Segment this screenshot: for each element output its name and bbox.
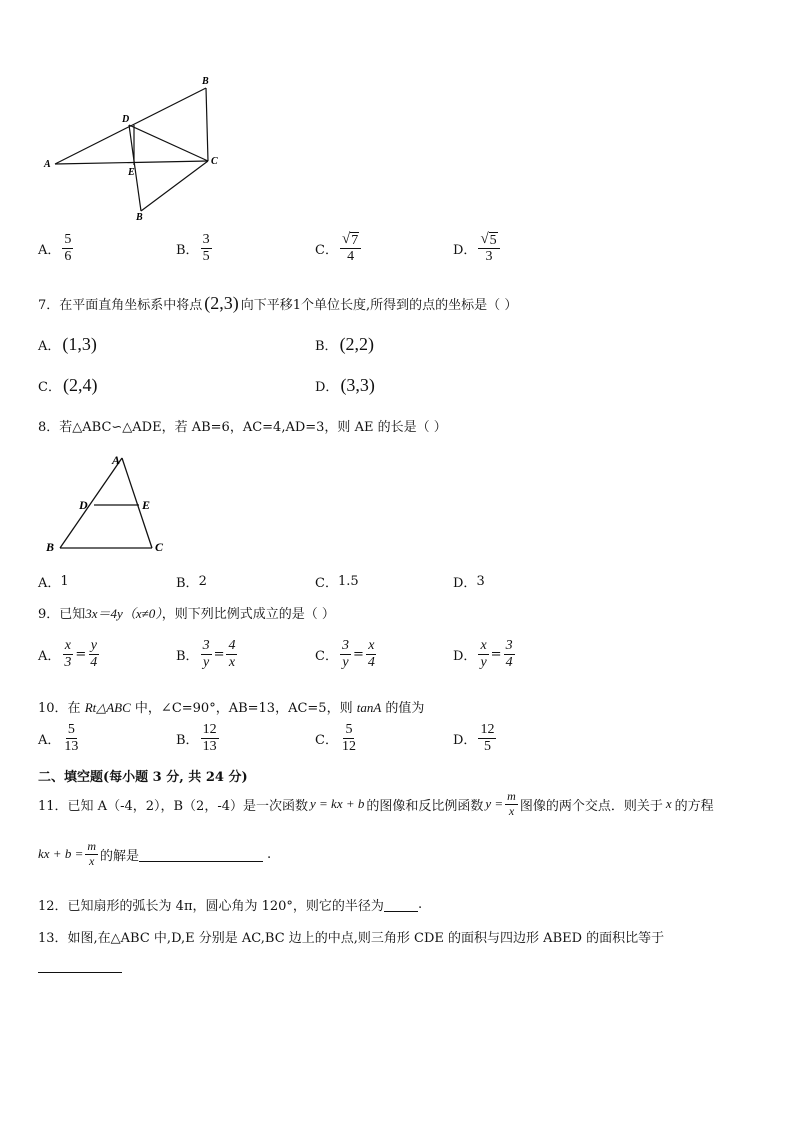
q11-equation-line: kx + b = $\frac{m}{x}$ 的解是 . [38, 839, 272, 868]
fraction: √ 5 3 [478, 232, 499, 265]
q6-option-c[interactable]: C． √ 7 4 [315, 232, 363, 265]
q10-option-c[interactable]: C． $\frac{5}{12}$ [315, 722, 356, 755]
q13-answer-blank[interactable] [38, 958, 122, 973]
q6-option-b[interactable]: B． $\frac{3}{5}$ [176, 232, 210, 265]
label-B-top: B [202, 76, 209, 87]
q12-answer-blank[interactable] [384, 897, 418, 912]
q13-stem: 13．如图,在△ABC 中,D,E 分别是 AC,BC 边上的中点,则三角形 CDE 的面积与四边形 ABED 的面积比等于 [38, 931, 665, 946]
label-C: C [155, 540, 164, 554]
q8-option-b[interactable]: B． 2 [176, 574, 207, 591]
label-B: B [46, 540, 55, 554]
q11-stem: 11．已知 A（-4，2），B（2，-4）是一次函数 y = kx + b 的图像和反比例函数 y = $\frac{m}{x}$ 图像的两个交点．则关于 x 的方程 [38, 789, 714, 818]
q8-option-a[interactable]: A． 1 [38, 574, 69, 591]
q9-option-b[interactable]: B． $\frac{3}{y}$ = $\frac{4}{x}$ [176, 638, 236, 671]
label-C: C [211, 156, 218, 167]
fraction: $\frac{3}{5}$ [202, 232, 210, 265]
q9-option-c[interactable]: C． $\frac{3}{y}$ = $\frac{x}{4}$ [315, 638, 375, 671]
q8-option-d[interactable]: D． 3 [453, 574, 485, 591]
q10-option-b[interactable]: B． $\frac{12}{13}$ [176, 722, 217, 755]
label-A: A [112, 453, 121, 467]
q10-stem: 10．在 Rt△ABC 中，∠C=90°，AB=13，AC=5，则 tanA 的值为 [38, 700, 425, 716]
q7-option-a[interactable]: A． (1,3) [38, 334, 97, 354]
label-E: E [142, 498, 151, 512]
label-E: E [128, 167, 135, 178]
q10-option-a[interactable]: A． $\frac{5}{13}$ [38, 722, 79, 755]
q7-option-c[interactable]: C． (2,4) [38, 375, 98, 395]
q11-answer-blank[interactable] [139, 847, 263, 862]
q6-figure [38, 72, 228, 222]
q7-option-d[interactable]: D． (3,3) [315, 375, 375, 395]
label-A: A [44, 159, 51, 170]
q8-figure [40, 448, 180, 560]
q12-stem: 12．已知扇形的弧长为 4π，圆心角为 120°，则它的半径为 . [38, 897, 423, 914]
q9-option-d[interactable]: D． $\frac{x}{y}$ = $\frac{3}{4}$ [453, 638, 513, 671]
label-D: D [79, 498, 88, 512]
q8-option-c[interactable]: C． 1.5 [315, 574, 359, 591]
fraction: $\frac{5}{6}$ [64, 232, 72, 265]
q9-option-a[interactable]: A． $\frac{x}{3}$ = $\frac{y}{4}$ [38, 638, 98, 671]
fraction: √ 7 4 [340, 232, 361, 265]
label-D: D [122, 114, 130, 125]
label-B-bottom: B [136, 212, 143, 222]
q8-stem: 8．若△ABC∽△ADE，若 AB=6，AC=4,AD=3，则 AE 的长是（ ） [38, 420, 447, 435]
q6-option-d[interactable]: D． √ 5 3 [453, 232, 502, 265]
section-title: 二、填空题(每小题 3 分, 共 24 分) [38, 770, 248, 785]
q7-option-b[interactable]: B． (2,2) [315, 334, 375, 354]
q10-option-d[interactable]: D． $\frac{12}{5}$ [453, 722, 495, 755]
q6-option-a[interactable]: A． $\frac{5}{6}$ [38, 232, 72, 265]
q9-stem: 9．已知3x＝4y（x≠0），则下列比例式成立的是（ ） [38, 606, 335, 622]
q7-stem: 7．在平面直角坐标系中将点 (2,3) 向下平移1个单位长度,所得到的点的坐标是（ ） [38, 293, 518, 313]
